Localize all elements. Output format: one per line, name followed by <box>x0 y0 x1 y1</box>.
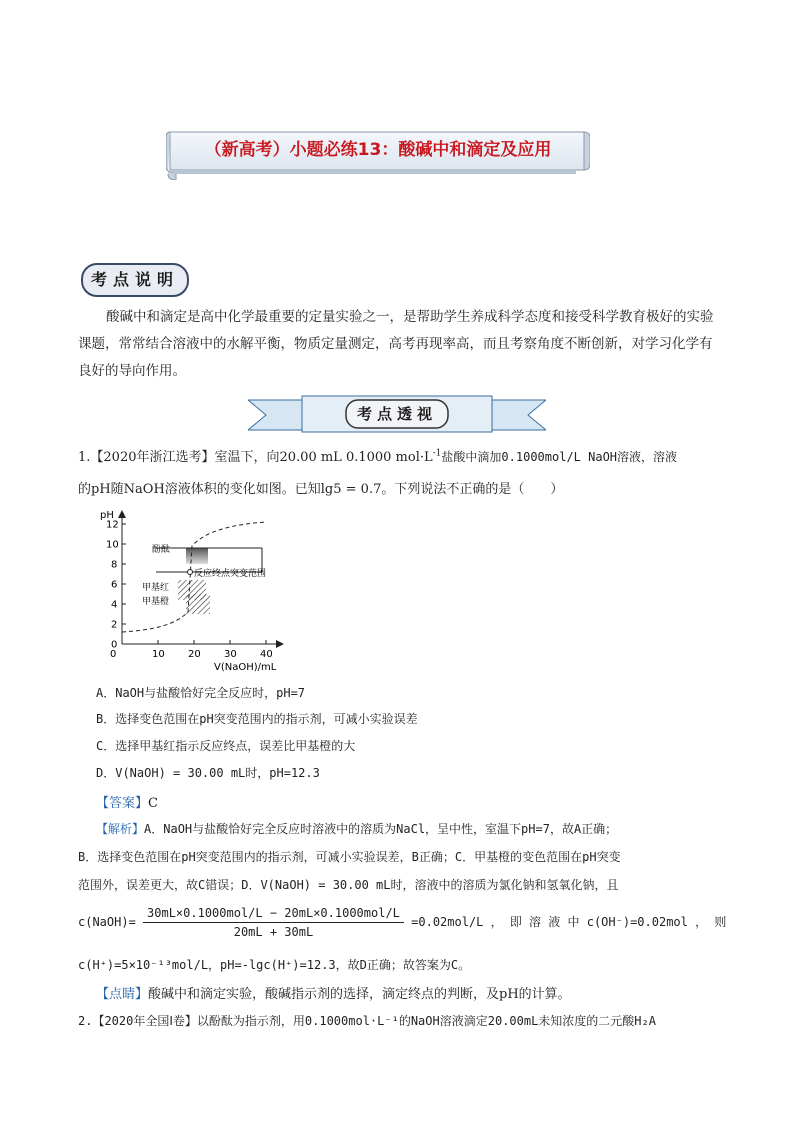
label-methyl-orange: 甲基橙 <box>142 597 170 607</box>
analysis-line3: 范围外，误差更大，故C错误；D．V(NaOH) = 30.00 mL时，溶液中的溶质为氯化钠和氢氧化钠，且 <box>78 878 619 892</box>
x-axis-label: V(NaOH)/mL <box>214 662 277 673</box>
endpoint-marker <box>188 570 193 575</box>
x-tick-label: 10 <box>152 649 165 660</box>
q1-stem-sup: -1 <box>432 448 442 459</box>
tip-label: 【点睛】 <box>96 987 149 1002</box>
origin-label: 0 <box>110 649 117 660</box>
tip-row <box>96 983 571 1002</box>
x-tick-label: 30 <box>224 649 237 660</box>
analysis-label: 【解析】 <box>96 822 145 836</box>
calc-fraction <box>143 906 404 939</box>
q1-source: 【2020年浙江选考】 <box>90 450 215 465</box>
y-axis-label: pH <box>100 510 114 521</box>
q1-stem-a: 室温下，向20.00 mL 0.1000 mol·L <box>214 450 433 465</box>
q1-option-a: A．NaOH与盐酸恰好完全反应时，pH=7 <box>96 686 306 700</box>
q2-number: 2. <box>78 1014 93 1028</box>
y-tick-label: 6 <box>111 579 118 591</box>
q1-stem-line2: 的pH随NaOH溶液体积的变化如图。已知lg5 = 0.7。下列说法不正确的是（ ） <box>78 482 564 497</box>
methyl-orange-band <box>186 594 210 614</box>
titration-curve-svg <box>96 506 300 674</box>
calc-lhs: c(NaOH)= <box>78 915 136 929</box>
q1-answer-row <box>96 792 158 811</box>
analysis-line5: c(H⁺)=5×10⁻¹³mol/L，pH=-lgc(H⁺)=12.3，故D正确；故答案为C。 <box>78 958 471 972</box>
y-tick-label: 2 <box>111 619 118 631</box>
label-endpoint: 反应终点 <box>194 569 231 579</box>
y-tick-label: 12 <box>106 519 119 531</box>
title-banner <box>166 128 590 180</box>
calc-rhs: =0.02mol/L ， 即 溶 液 中 c(OH⁻)=0.02mol ， 则 <box>411 915 727 929</box>
analysis-line2: B．选择变色范围在pH突变范围内的指示剂，可减小实验误差，B正确；C．甲基橙的变色范围在pH突变 <box>78 850 621 864</box>
intro-paragraph: 酸碱中和滴定是高中化学最重要的定量实验之一，是帮助学生养成科学态度和接受科学教育极好的实验课题，常常结合溶液中的水解平衡，物质定量测定，高考再现率高，而且考察角度不断创新，对学习化学有良好的导向作用。 <box>78 309 714 379</box>
y-axis-arrow <box>118 510 126 518</box>
y-tick-label: 10 <box>106 539 119 551</box>
q1-number: 1. <box>78 450 91 465</box>
x-axis-arrow <box>276 640 284 648</box>
phenolphthalein-band <box>186 548 208 564</box>
tip-text: 酸碱中和滴定实验，酸碱指示剂的选择，滴定终点的判断，及pH的计算。 <box>148 987 571 1002</box>
section-ribbon-insight <box>248 394 546 436</box>
answer-label: 【答案】 <box>96 796 149 811</box>
y-tick-label: 0 <box>111 639 118 651</box>
section-badge-explanation <box>80 262 190 298</box>
x-tick-label: 40 <box>260 649 273 660</box>
y-tick-label: 8 <box>111 559 118 571</box>
label-phenolphthalein: 酚酞 <box>152 545 171 555</box>
x-tick-label: 20 <box>188 649 201 660</box>
q1-option-d: D．V(NaOH) = 30.00 mL时，pH=12.3 <box>96 766 320 780</box>
q1-option-b: B．选择变色范围在pH突变范围内的指示剂，可减小实验误差 <box>96 712 418 726</box>
analysis-line1 <box>96 820 617 837</box>
calc-denominator: 20mL + 30mL <box>233 925 314 939</box>
badge-label: 考点说明 <box>90 270 179 289</box>
label-methyl-red: 甲基红 <box>142 583 170 593</box>
label-jump-range: 突变范围 <box>230 569 267 579</box>
q2-stem <box>78 1012 656 1029</box>
answer-value: C <box>148 796 158 811</box>
analysis-text-1: A．NaOH与盐酸恰好完全反应时溶液中的溶质为NaCl，呈中性，室温下pH=7，故A正确； <box>144 822 618 836</box>
q2-stem-text: 以酚酞为指示剂，用0.1000mol·L⁻¹的NaOH溶液滴定20.00mL未知浓度的二元酸H₂A <box>196 1014 656 1028</box>
q2-source: 【2020年全国Ⅰ卷】 <box>92 1014 197 1028</box>
titration-figure <box>96 506 300 674</box>
page-title: （新高考）小题必练13：酸碱中和滴定及应用 <box>204 140 552 160</box>
calc-row <box>78 906 726 939</box>
q1-stem-line1 <box>78 446 677 465</box>
q1-stem-b: 盐酸中滴加0.1000mol/L NaOH溶液，溶液 <box>441 450 678 464</box>
calc-numerator: 30mL×0.1000mol/L − 20mL×0.1000mol/L <box>143 906 404 923</box>
y-tick-label: 4 <box>111 599 118 611</box>
q1-option-c: C．选择甲基红指示反应终点，误差比甲基橙的大 <box>96 739 356 753</box>
ribbon-label: 考点透视 <box>356 405 437 423</box>
